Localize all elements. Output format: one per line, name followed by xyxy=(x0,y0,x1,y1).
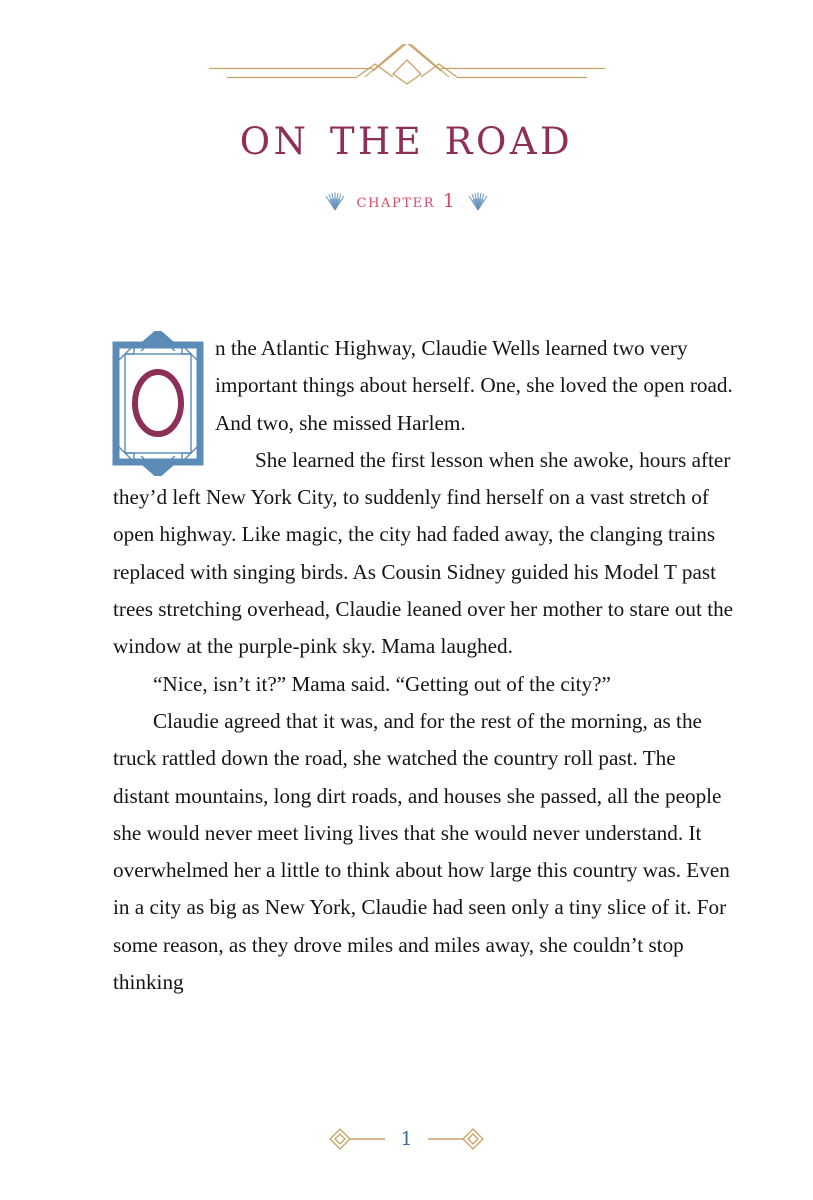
diamond-dash-ornament-left-icon xyxy=(327,1126,387,1152)
body-text xyxy=(113,330,735,1001)
art-deco-chevron-rule-icon xyxy=(197,44,617,96)
dropcap xyxy=(110,331,206,476)
page-number: 1 xyxy=(400,1128,413,1150)
paragraph-4: Claudie agreed that it was, and for the rest of the morning, as the truck rattled down the road, she watched the country roll past. The distant mountains, long dirt roads, and houses she passed, all the people she would never meet living lives that she would never understand. It overwhelmed her a little to think about how large this country was. Even in a city as big as New York, Claudie had seen only a tiny slice of it. For some reason, as they drove miles and miles away, she couldn’t stop thinking xyxy=(113,708,730,995)
top-ornament xyxy=(0,44,813,96)
chapter-label: chapter 1 xyxy=(356,190,457,212)
fan-shell-ornament-icon-right xyxy=(467,191,489,211)
paragraph-1 xyxy=(113,330,735,442)
chapter-title: on the road xyxy=(239,106,574,167)
paragraph-3: “Nice, isn’t it?” Mama said. “Getting out of the city?” xyxy=(153,671,611,696)
fan-shell-ornament-icon-left xyxy=(324,191,346,211)
chapter-label-row xyxy=(0,188,813,214)
paragraph-1-text: n the Atlantic Highway, Claudie Wells learned two very important things about herself. One, she loved the open road. And two, she missed Harlem. xyxy=(215,336,733,435)
page-footer xyxy=(0,1122,813,1156)
paragraph-2: She learned the first lesson when she awoke, hours after they’d left New York City, to suddenly find herself on a vast stretch of open highway. Like magic, the city had faded away, the clanging trains replaced with singing birds. As Cousin Sidney guided his Model T past trees stretching overhead, Claudie leaned over her mother to stare out the window at the purple-pink sky. Mama laughed. xyxy=(113,447,734,659)
art-deco-dropcap-frame-icon xyxy=(110,331,206,476)
diamond-dash-ornament-right-icon xyxy=(426,1126,486,1152)
